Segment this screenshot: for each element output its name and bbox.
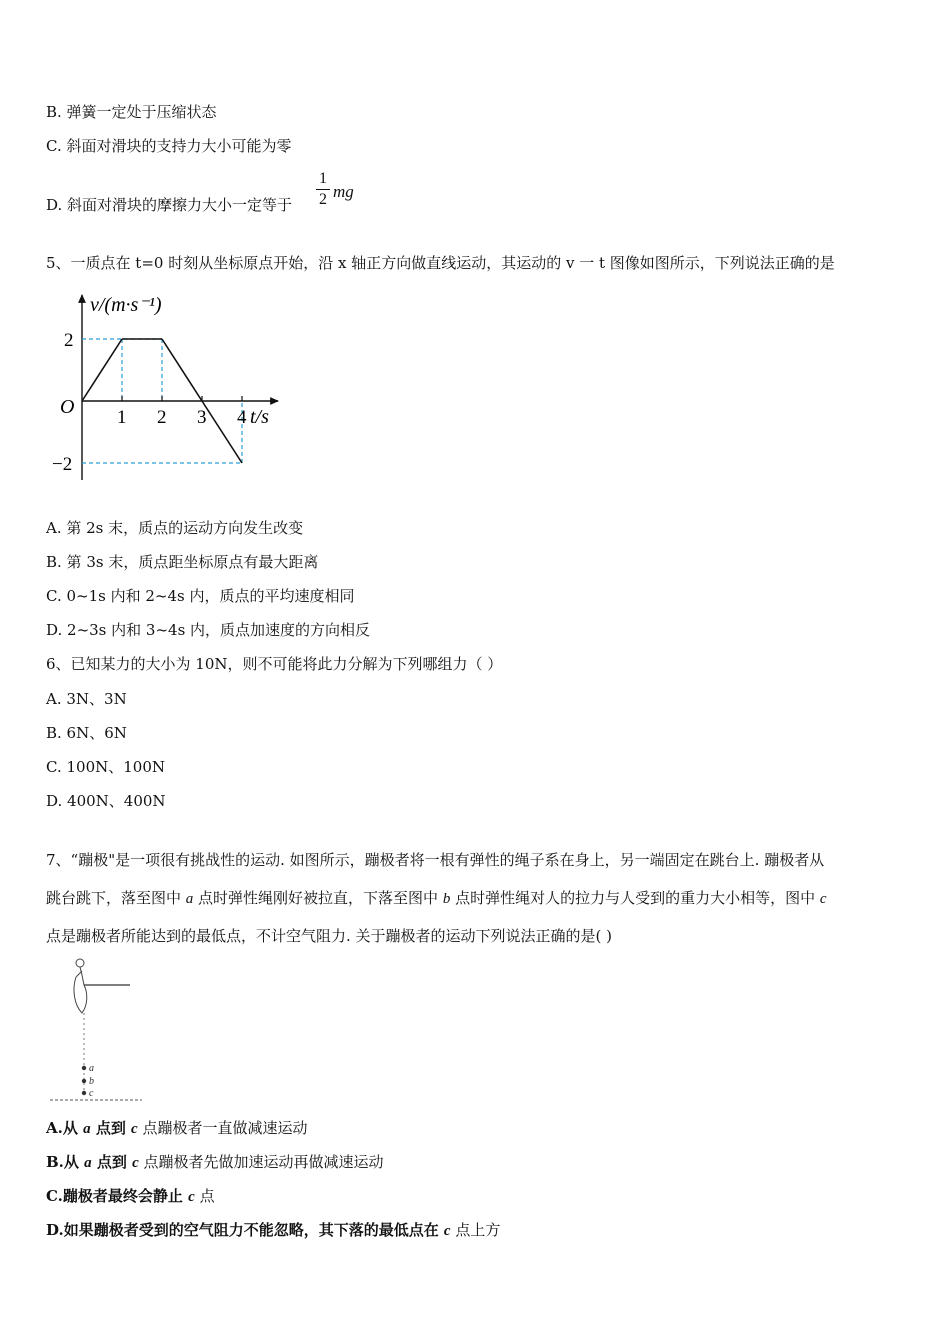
q7-opt-text: B.从 bbox=[46, 1153, 85, 1171]
q7-option-d bbox=[46, 1220, 500, 1241]
fraction-bar bbox=[316, 189, 330, 190]
point-c-ref: c bbox=[443, 1223, 451, 1239]
q6-stem: 6、已知某力的大小为 10N，则不可能将此力分解为下列哪组力（ ） bbox=[46, 655, 503, 673]
q7-opt-text: 点蹦极者先做加速运动再做减速运动 bbox=[138, 1153, 384, 1171]
point-a-ref: a bbox=[84, 1155, 92, 1171]
x-tick-label: 3 bbox=[197, 407, 207, 428]
fraction-denominator: 2 bbox=[319, 191, 327, 208]
q7-opt-text: 点到 bbox=[91, 1153, 133, 1171]
y-tick-label: 2 bbox=[64, 330, 74, 351]
vt-graph bbox=[46, 285, 286, 485]
point-b-ref: b bbox=[442, 891, 451, 907]
bungee-figure bbox=[46, 955, 146, 1105]
q6-option-b: B. 6N、6N bbox=[46, 724, 127, 742]
q7-opt-text: 点到 bbox=[90, 1119, 132, 1137]
q6-option-c: C. 100N、100N bbox=[46, 758, 165, 776]
q6-option-d: D. 400N、400N bbox=[46, 792, 166, 810]
point-c-ref: c bbox=[188, 1189, 195, 1205]
point-a-ref: a bbox=[83, 1121, 91, 1137]
q5-option-c: C. 0~1s 内和 2~4s 内，质点的平均速度相同 bbox=[46, 587, 355, 605]
point-a-ref: a bbox=[185, 891, 194, 907]
vt-line-segment bbox=[202, 401, 242, 463]
q5-option-b: B. 第 3s 末，质点距坐标原点有最大距离 bbox=[46, 553, 319, 571]
q4-option-b: B. 弹簧一定处于压缩状态 bbox=[46, 103, 217, 121]
point-c-ref: c bbox=[819, 891, 827, 907]
q7-text: 跳台跳下，落至图中 bbox=[46, 889, 186, 907]
vt-line-segment bbox=[82, 339, 122, 401]
q7-stem-line-3: 点是蹦极者所能达到的最低点，不计空气阻力. 关于蹦极者的运动下列说法正确的是( ) bbox=[46, 927, 613, 945]
q4-option-d: D. 斜面对滑块的摩擦力大小一定等于 bbox=[46, 196, 293, 214]
q7-opt-text: 点蹦极者一直做减速运动 bbox=[137, 1119, 308, 1137]
q7-opt-text: D.如果蹦极者受到的空气阻力不能忽略，其下落的最低点在 bbox=[46, 1221, 444, 1239]
q5-option-d: D. 2~3s 内和 3~4s 内，质点加速度的方向相反 bbox=[46, 621, 371, 639]
mg-symbol: mg bbox=[333, 182, 354, 201]
q7-stem-line-2 bbox=[46, 888, 827, 909]
x-tick-label: 1 bbox=[117, 407, 127, 428]
q7-stem-line-1: 7、“蹦极"是一项很有挑战性的运动. 如图所示，蹦极者将一根有弹性的绳子系在身上，另一端固定在跳台上. 蹦极者从 bbox=[46, 851, 825, 869]
q7-option-c bbox=[46, 1186, 215, 1207]
q5-option-a: A. 第 2s 末，质点的运动方向发生改变 bbox=[46, 519, 304, 537]
q7-text: 点时弹性绳刚好被拉直，下落至图中 bbox=[193, 889, 443, 907]
jumper-icon bbox=[74, 959, 87, 1013]
q7-option-b bbox=[46, 1152, 384, 1173]
point-c-dot bbox=[82, 1091, 86, 1095]
x-tick-label: 2 bbox=[157, 407, 167, 428]
q7-opt-text: 点上方 bbox=[450, 1221, 501, 1239]
q4-option-c: C. 斜面对滑块的支持力大小可能为零 bbox=[46, 137, 292, 155]
vt-line-segment bbox=[162, 339, 202, 401]
figure-label-b: b bbox=[89, 1076, 94, 1087]
x-axis-label: t/s bbox=[250, 406, 269, 428]
x-tick-label: 4 bbox=[237, 407, 247, 428]
q7-opt-text: A.从 bbox=[46, 1119, 84, 1137]
y-tick-label: −2 bbox=[52, 454, 73, 475]
y-axis-label: v/(m·s⁻¹) bbox=[90, 294, 162, 316]
q7-opt-text: C.蹦极者最终会静止 bbox=[46, 1187, 189, 1205]
figure-label-a: a bbox=[89, 1063, 94, 1074]
figure-label-c: c bbox=[89, 1088, 94, 1099]
point-c-ref: c bbox=[132, 1155, 139, 1171]
q7-text: 点时弹性绳对人的拉力与人受到的重力大小相等，图中 bbox=[450, 889, 820, 907]
origin-label: O bbox=[60, 396, 75, 418]
q6-option-a: A. 3N、3N bbox=[46, 690, 127, 708]
point-c-ref: c bbox=[131, 1121, 138, 1137]
q5-stem: 5、一质点在 t=0 时刻从坐标原点开始，沿 x 轴正方向做直线运动，其运动的 v 一 t 图像如图所示，下列说法正确的是 bbox=[46, 254, 835, 272]
point-a-dot bbox=[82, 1066, 86, 1070]
point-b-dot bbox=[82, 1079, 86, 1083]
q7-option-a bbox=[46, 1118, 308, 1139]
q7-opt-text: 点 bbox=[194, 1187, 215, 1205]
fraction-one-half bbox=[316, 170, 330, 209]
fraction-numerator: 1 bbox=[319, 170, 327, 187]
